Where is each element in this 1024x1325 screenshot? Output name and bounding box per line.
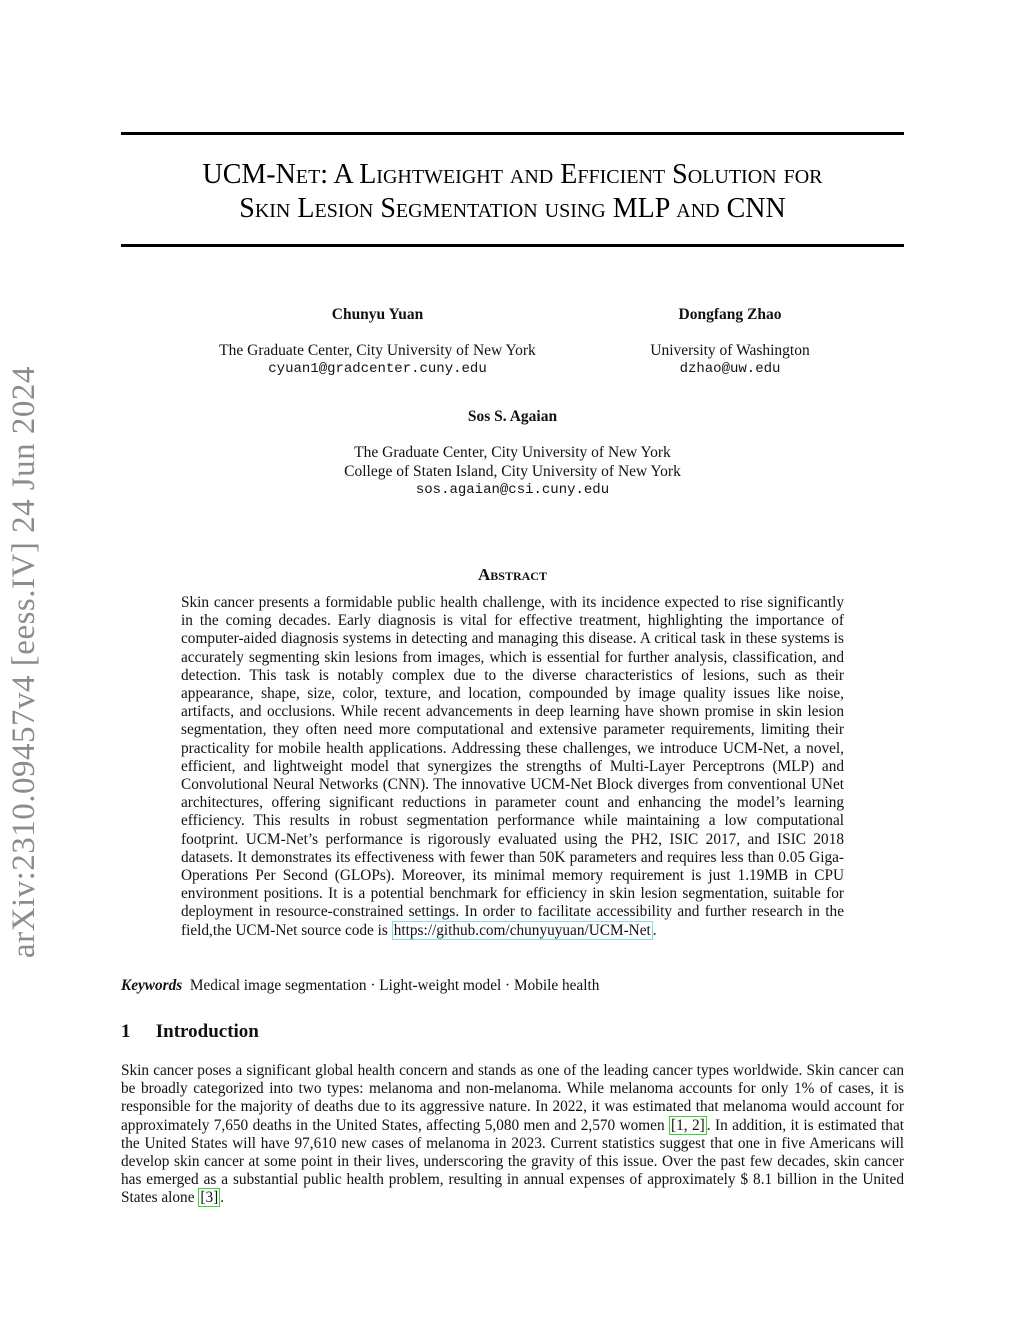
title-line-1: UCM-Net: A Lightweight and Efficient Solution for [202,159,823,190]
author-email: dzhao@uw.edu [679,361,781,377]
title-top-rule [121,132,904,135]
citation-link[interactable]: 2 [692,1116,700,1134]
abstract-end: . [652,921,657,939]
author-affiliation: University of Washington [650,342,810,359]
author-affiliation: The Graduate Center, City University of New York [219,342,536,359]
citation-link-group: [1, 2] [671,1116,705,1134]
author-email: sos.agaian@csi.cuny.edu [415,482,610,498]
introduction-paragraph: Skin cancer poses a significant global health concern and stands as one of the leading cancer types worldwide. Skin cancer can be broadly categorized into two types: melanoma and non-melanoma. While melanoma accounts for only 1% of cases, it is responsible for the majority of deaths due to its aggressive nature. In 2022, it was estimated that melanoma would account for approximately 7,650 deaths in the United States, affecting 5,080 men and 2,570 women [1, 2] . In addition, it is estimated that the United States will have 97,610 new cases of melanoma in 2023. Current statistics suggest that one in five Americans will develop skin cancer at some point in their lives, underscoring the gravity of this issue. Over the past few decades, skin cancer has emerged as a substantial public health problem, resulting in annual expenses of approximately $ 8.1 billion in the United States alone [3] . [121,1062,904,1207]
author-name: Dongfang Zhao [678,306,782,323]
section-number: 1 [121,1021,131,1042]
title-bottom-rule [121,244,904,247]
author-name: Sos S. Agaian [467,408,558,425]
keywords-text: Medical image segmentation · Light-weight model · Mobile health [189,977,600,994]
source-code-link[interactable]: https://github.com/chunyuyuan/UCM-Net [393,921,651,939]
abstract-text: Skin cancer presents a formidable public health challenge, with its incidence expected to rise significantly in the coming decades. Early diagnosis is vital for effective treatment, highlighting the importance of computer-aided diagnosis systems in detecting and managing this disease. A critical task in these systems is accurately segmenting skin lesions from images, which is essential for further analysis, classification, and detection. This task is notably complex due to the diverse characteristics of lesions, such as their appearance, shape, size, color, texture, and location, compounded by image quality issues like noise, artifacts, and occlusions. While recent advancements in deep learning have shown promise in skin lesion segmentation, they often need more computational and extensive parameter requirements, limiting their practicality for mobile health applications. Addressing these challenges, we introduce UCM-Net, a novel, efficient, and lightweight model that synergizes the strengths of Multi-Layer Perceptrons (MLP) and Convolutional Neural Networks (CNN). The innovative UCM-Net Block diverges from conventional UNet architectures, offering significant reductions in parameter count and enhancing the model’s learning efficiency. This results in robust segmentation performance while maintaining a low computational footprint. UCM-Net’s performance is rigorously evaluated using the PH2, ISIC 2017, and ISIC 2018 datasets. It demonstrates its effectiveness with fewer than 50K parameters and requires less than 0.05 Giga-Operations Per Second (GLOPs). Moreover, its minimal memory requirement is just 1.19MB in CPU environment positions. It is a potential benchmark for efficiency in skin lesion segmentation, suitable for deployment in resource-constrained settings. In order to facilitate accessibility and further research in the field,the UCM-Net source code is [181,594,844,939]
citation-link-group: [3] [200,1189,219,1207]
citation-link[interactable]: 3 [205,1189,214,1207]
author-block-1 [190,305,565,379]
section-heading-introduction [121,1021,259,1043]
author-block-3 [290,407,735,500]
author-email: cyuan1@gradcenter.cuny.edu [268,361,487,377]
intro-text-part-2: In addition, it is estimated that the United States will have 97,610 new cases of melanoma in 2023. Current statistics suggest that one in five Americans will develop skin cancer at some point in their lives, underscoring the gravity of this issue. Over the past few decades, skin cancer has emerged as a substantial public health problem, resulting in annual expenses of approximately $ 8.1 billion in the United States alone [121,1116,904,1207]
intro-text-part-1: Skin cancer poses a significant global health concern and stands as one of the leading cancer types worldwide. Skin cancer can be broadly categorized into two types: melanoma and non-melanoma. While melanoma accounts for only 1% of cases, it is responsible for the majority of deaths due to its aggressive nature. In 2022, it was estimated that melanoma would account for approximately 7,650 deaths in the United States, affecting 5,080 men and 2,570 women [121,1062,904,1134]
title-line-2: Skin Lesion Segmentation using MLP and CNN [239,193,786,224]
citation-link[interactable]: 1 [676,1116,684,1134]
arxiv-identifier-stamp: arXiv:2310.09457v4 [eess.IV] 24 Jun 2024 [6,366,42,958]
abstract-body [181,594,844,940]
author-affiliation: College of Staten Island, City University of New York [344,463,681,480]
keywords-line [121,977,599,995]
paper-title [121,158,904,226]
section-title: Introduction [155,1021,259,1042]
keywords-label: Keywords [121,977,183,994]
abstract-heading: Abstract [478,565,547,584]
author-name: Chunyu Yuan [331,306,424,323]
author-affiliation: The Graduate Center, City University of New York [354,444,671,461]
author-block-2 [600,305,860,379]
